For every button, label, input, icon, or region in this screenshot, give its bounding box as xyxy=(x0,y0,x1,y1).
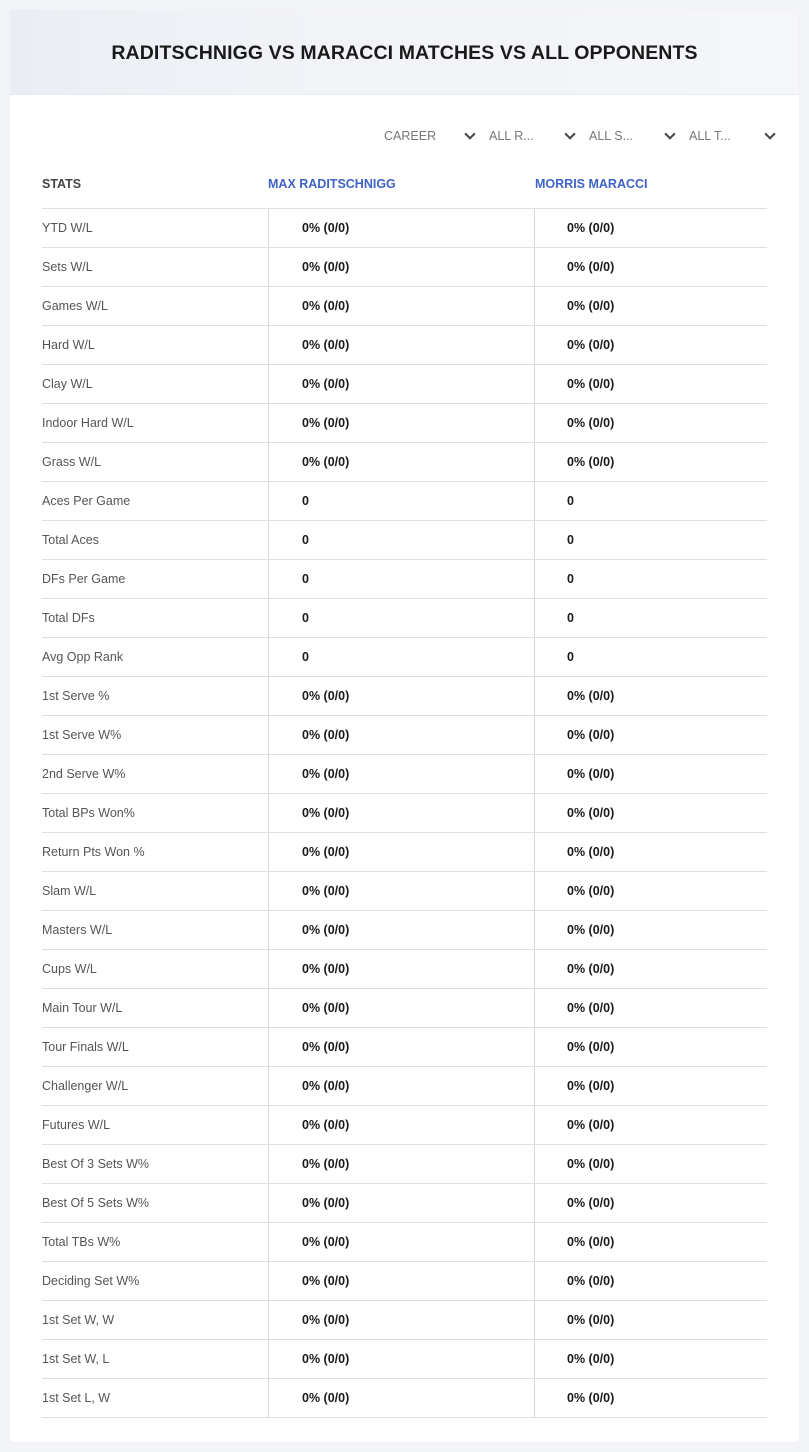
player2-value: 0% (0/0) xyxy=(567,1040,615,1054)
table-row xyxy=(42,716,767,755)
table-row xyxy=(42,1145,767,1184)
stat-label: YTD W/L xyxy=(42,209,269,247)
player1-value: 0% (0/0) xyxy=(269,716,535,754)
table-row xyxy=(42,1223,767,1262)
player1-value: 0% (0/0) xyxy=(269,950,535,988)
table-row xyxy=(42,287,767,326)
player2-value: 0% (0/0) xyxy=(567,1157,615,1171)
player1-value: 0% (0/0) xyxy=(269,443,535,481)
player1-value: 0 xyxy=(269,638,535,676)
player1-value: 0% (0/0) xyxy=(269,1067,535,1105)
player2-value: 0% (0/0) xyxy=(567,806,615,820)
stats-card xyxy=(10,10,799,1442)
stat-label: Total DFs xyxy=(42,599,269,637)
table-row xyxy=(42,365,767,404)
stats-table xyxy=(42,160,767,1418)
player2-value: 0 xyxy=(567,650,574,664)
player1-value: 0% (0/0) xyxy=(269,1301,535,1339)
stat-label: Games W/L xyxy=(42,287,269,325)
player2-value: 0% (0/0) xyxy=(567,689,615,703)
player1-value: 0% (0/0) xyxy=(269,1340,535,1378)
player1-value: 0% (0/0) xyxy=(269,833,535,871)
table-row xyxy=(42,677,767,716)
player1-value: 0% (0/0) xyxy=(269,989,535,1027)
player1-value: 0% (0/0) xyxy=(269,1223,535,1261)
player1-value: 0% (0/0) xyxy=(269,755,535,793)
table-body xyxy=(42,209,767,1418)
player2-value: 0% (0/0) xyxy=(567,962,615,976)
player1-value: 0 xyxy=(269,599,535,637)
table-row xyxy=(42,755,767,794)
stat-label: Futures W/L xyxy=(42,1106,269,1144)
table-row xyxy=(42,248,767,287)
player1-value: 0% (0/0) xyxy=(269,404,535,442)
player2-value: 0% (0/0) xyxy=(567,1118,615,1132)
table-row xyxy=(42,560,767,599)
table-row xyxy=(42,638,767,677)
player1-value: 0% (0/0) xyxy=(269,326,535,364)
filter-round-label: ALL R... xyxy=(489,129,534,143)
stat-label: 1st Set W, W xyxy=(42,1301,269,1339)
table-header xyxy=(42,160,767,209)
table-row xyxy=(42,1028,767,1067)
player1-value: 0% (0/0) xyxy=(269,1262,535,1300)
card-header xyxy=(10,10,799,95)
player2-value: 0% (0/0) xyxy=(567,1391,615,1405)
table-row xyxy=(42,1340,767,1379)
filter-tournament-label: ALL T... xyxy=(689,129,731,143)
table-row xyxy=(42,911,767,950)
page-title: RADITSCHNIGG VS MARACCI MATCHES VS ALL OPPONENTS xyxy=(111,41,698,64)
player2-value: 0% (0/0) xyxy=(567,923,615,937)
table-row xyxy=(42,950,767,989)
stat-label: Tour Finals W/L xyxy=(42,1028,269,1066)
player1-value: 0% (0/0) xyxy=(269,1028,535,1066)
stat-label: Avg Opp Rank xyxy=(42,638,269,676)
player1-value: 0% (0/0) xyxy=(269,794,535,832)
stat-label: Total BPs Won% xyxy=(42,794,269,832)
stat-label: Best Of 5 Sets W% xyxy=(42,1184,269,1222)
player2-value: 0% (0/0) xyxy=(567,455,615,469)
filter-period-select[interactable] xyxy=(384,126,484,146)
player2-value: 0 xyxy=(567,494,574,508)
table-row xyxy=(42,209,767,248)
player2-value: 0% (0/0) xyxy=(567,377,615,391)
stat-label: Deciding Set W% xyxy=(42,1262,269,1300)
table-row xyxy=(42,521,767,560)
player2-value: 0% (0/0) xyxy=(567,767,615,781)
player1-value: 0 xyxy=(269,521,535,559)
table-row xyxy=(42,1379,767,1418)
player2-value: 0% (0/0) xyxy=(567,260,615,274)
player2-value: 0% (0/0) xyxy=(567,1352,615,1366)
table-row xyxy=(42,872,767,911)
stat-label: Indoor Hard W/L xyxy=(42,404,269,442)
stat-label: Total Aces xyxy=(42,521,269,559)
player2-value: 0% (0/0) xyxy=(567,884,615,898)
player1-value: 0% (0/0) xyxy=(269,287,535,325)
stat-label: Total TBs W% xyxy=(42,1223,269,1261)
filter-surface-label: ALL S... xyxy=(589,129,634,143)
player1-value: 0% (0/0) xyxy=(269,1145,535,1183)
header-stats: STATS xyxy=(42,177,82,191)
player1-value: 0 xyxy=(269,482,535,520)
filter-tournament-select[interactable] xyxy=(684,126,784,146)
player2-value: 0% (0/0) xyxy=(567,1001,615,1015)
table-row xyxy=(42,482,767,521)
stat-label: 1st Set W, L xyxy=(42,1340,269,1378)
player1-value: 0% (0/0) xyxy=(269,1106,535,1144)
header-player2-link[interactable]: MORRIS MARACCI xyxy=(535,177,648,191)
stat-label: Clay W/L xyxy=(42,365,269,403)
table-row xyxy=(42,443,767,482)
table-row xyxy=(42,599,767,638)
player1-value: 0% (0/0) xyxy=(269,365,535,403)
player2-value: 0% (0/0) xyxy=(567,221,615,235)
filter-period-label: CAREER xyxy=(384,129,437,143)
table-row xyxy=(42,833,767,872)
player1-value: 0% (0/0) xyxy=(269,677,535,715)
player2-value: 0% (0/0) xyxy=(567,1196,615,1210)
stat-label: Hard W/L xyxy=(42,326,269,364)
player2-value: 0% (0/0) xyxy=(567,728,615,742)
player2-value: 0 xyxy=(567,572,574,586)
stat-label: Challenger W/L xyxy=(42,1067,269,1105)
table-row xyxy=(42,989,767,1028)
stat-label: Masters W/L xyxy=(42,911,269,949)
table-row xyxy=(42,1067,767,1106)
stat-label: Best Of 3 Sets W% xyxy=(42,1145,269,1183)
player1-value: 0% (0/0) xyxy=(269,1379,535,1417)
filter-round-select[interactable] xyxy=(484,126,584,146)
player2-value: 0% (0/0) xyxy=(567,1079,615,1093)
stat-label: DFs Per Game xyxy=(42,560,269,598)
table-row xyxy=(42,1106,767,1145)
header-player1-link[interactable]: MAX RADITSCHNIGG xyxy=(268,177,396,191)
player2-value: 0% (0/0) xyxy=(567,1235,615,1249)
player2-value: 0% (0/0) xyxy=(567,1313,615,1327)
stat-label: Main Tour W/L xyxy=(42,989,269,1027)
player1-value: 0 xyxy=(269,560,535,598)
stat-label: Cups W/L xyxy=(42,950,269,988)
player2-value: 0 xyxy=(567,611,574,625)
player2-value: 0% (0/0) xyxy=(567,338,615,352)
table-row xyxy=(42,1301,767,1340)
chevron-down-icon xyxy=(664,128,675,139)
table-row xyxy=(42,1262,767,1301)
stat-label: 1st Serve W% xyxy=(42,716,269,754)
table-row xyxy=(42,794,767,833)
stat-label: Return Pts Won % xyxy=(42,833,269,871)
player2-value: 0% (0/0) xyxy=(567,299,615,313)
player1-value: 0% (0/0) xyxy=(269,911,535,949)
filter-bar xyxy=(384,126,784,146)
player2-value: 0 xyxy=(567,533,574,547)
chevron-down-icon xyxy=(464,128,475,139)
player1-value: 0% (0/0) xyxy=(269,872,535,910)
player2-value: 0% (0/0) xyxy=(567,845,615,859)
stat-label: Grass W/L xyxy=(42,443,269,481)
stat-label: 1st Set L, W xyxy=(42,1379,269,1417)
player1-value: 0% (0/0) xyxy=(269,209,535,247)
stat-label: Aces Per Game xyxy=(42,482,269,520)
chevron-down-icon xyxy=(564,128,575,139)
table-row xyxy=(42,326,767,365)
stat-label: Sets W/L xyxy=(42,248,269,286)
player2-value: 0% (0/0) xyxy=(567,1274,615,1288)
chevron-down-icon xyxy=(764,128,775,139)
player2-value: 0% (0/0) xyxy=(567,416,615,430)
filter-surface-select[interactable] xyxy=(584,126,684,146)
table-row xyxy=(42,404,767,443)
stat-label: 1st Serve % xyxy=(42,677,269,715)
player1-value: 0% (0/0) xyxy=(269,1184,535,1222)
table-row xyxy=(42,1184,767,1223)
stat-label: 2nd Serve W% xyxy=(42,755,269,793)
player1-value: 0% (0/0) xyxy=(269,248,535,286)
stat-label: Slam W/L xyxy=(42,872,269,910)
